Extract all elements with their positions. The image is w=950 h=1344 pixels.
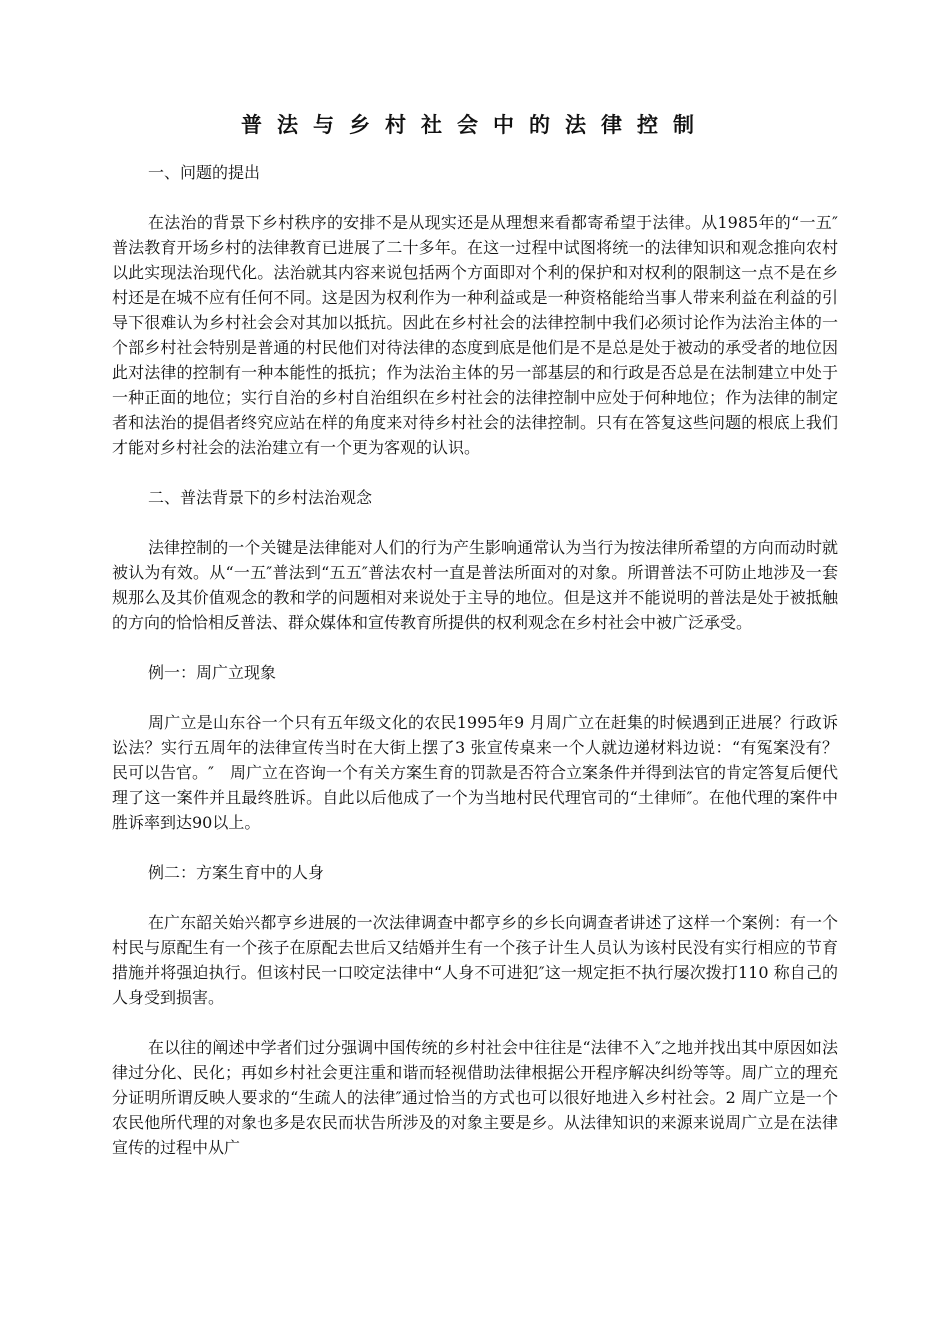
document-page (112, 110, 838, 1160)
example-heading: 例二：方案生育中的人身 (148, 863, 325, 882)
paragraph: 在广东韶关始兴都亨乡进展的一次法律调查中都亨乡的乡长向调查者讲述了这样一个案例：有一个村民与原配生有一个孩子在原配去世后又结婚并生有一个孩子计生人员认为该村民没有实行相应的节育措施并将强迫执行。但该村民一口咬定法律中“人身不可进犯″这一规定拒不执行屡次拨打110 称自己的人身受到损害。 (112, 913, 838, 1007)
document-title: 普法与乡村社会中的法律控制 (241, 112, 709, 137)
section-heading: 二、普法背景下的乡村法治观念 (148, 488, 373, 507)
paragraph: 在法治的背景下乡村秩序的安排不是从现实还是从理想来看都寄希望于法律。从1985年的“一五″普法教育开场乡村的法律教育已进展了二十多年。在这一过程中试图将统一的法律知识和观念推向农村以此实现法治现代化。法治就其内容来说包括两个方面即对个利的保护和对权利的限制这一点不是在乡村还是在城不应有任何不同。这是因为权利作为一种利益或是一种资格能给当事人带来利益在利益的引导下很难认为乡村社会会对其加以抵抗。因此在乡村社会的法律控制中我们必须讨论作为法治主体的一个部乡村社会特别是普通的村民他们对待法律的态度到底是他们是不是总是处于被动的承受者的地位因此对法律的控制有一种本能性的抵抗；作为法治主体的另一部基层的和行政是否总是在法制建立中处于一种正面的地位；实行自治的乡村自治组织在乡村社会的法律控制中应处于何种地位；作为法律的制定者和法治的提倡者终究应站在样的角度来对待乡村社会的法律控制。只有在答复这些问题的根底上我们才能对乡村社会的法治建立有一个更为客观的认识。 (112, 213, 838, 457)
paragraph: 法律控制的一个关键是法律能对人们的行为产生影响通常认为当行为按法律所希望的方向而动时就被认为有效。从“一五″普法到“五五″普法农村一直是普法所面对的对象。所谓普法不可防止地涉及一套规那么及其价值观念的教和学的问题相对来说处于主导的地位。但是这并不能说明的普法是处于被抵触的方向的恰恰相反普法、群众媒体和宣传教育所提供的权利观念在乡村社会中被广泛承受。 (112, 538, 838, 632)
section-heading: 一、问题的提出 (148, 163, 261, 182)
paragraph: 周广立是山东谷一个只有五年级文化的农民1995年9 月周广立在赶集的时候遇到正进展？行政诉讼法？实行五周年的法律宣传当时在大街上摆了3 张宣传桌来一个人就边递材料边说：“有冤案没有？民可以告官。″ 周广立在咨询一个有关方案生育的罚款是否符合立案条件并得到法官的肯定答复后便代理了这一案件并且最终胜诉。自此以后他成了一个为当地村民代理官司的“土律师″。在他代理的案件中胜诉率到达90以上。 (112, 713, 838, 832)
paragraph: 在以往的阐述中学者们过分强调中国传统的乡村社会中往往是“法律不入″之地并找出其中原因如法律过分化、民化；再如乡村社会更注重和谐而轻视借助法律根据公开程序解决纠纷等等。周广立的理充分证明所谓反映人要求的“生疏人的法律″通过恰当的方式也可以很好地进入乡村社会。2 周广立是一个农民他所代理的对象也多是农民而状告所涉及的对象主要是乡。从法律知识的来源来说周广立是在法律宣传的过程中从广 (112, 1038, 838, 1157)
example-heading: 例一：周广立现象 (148, 663, 277, 682)
